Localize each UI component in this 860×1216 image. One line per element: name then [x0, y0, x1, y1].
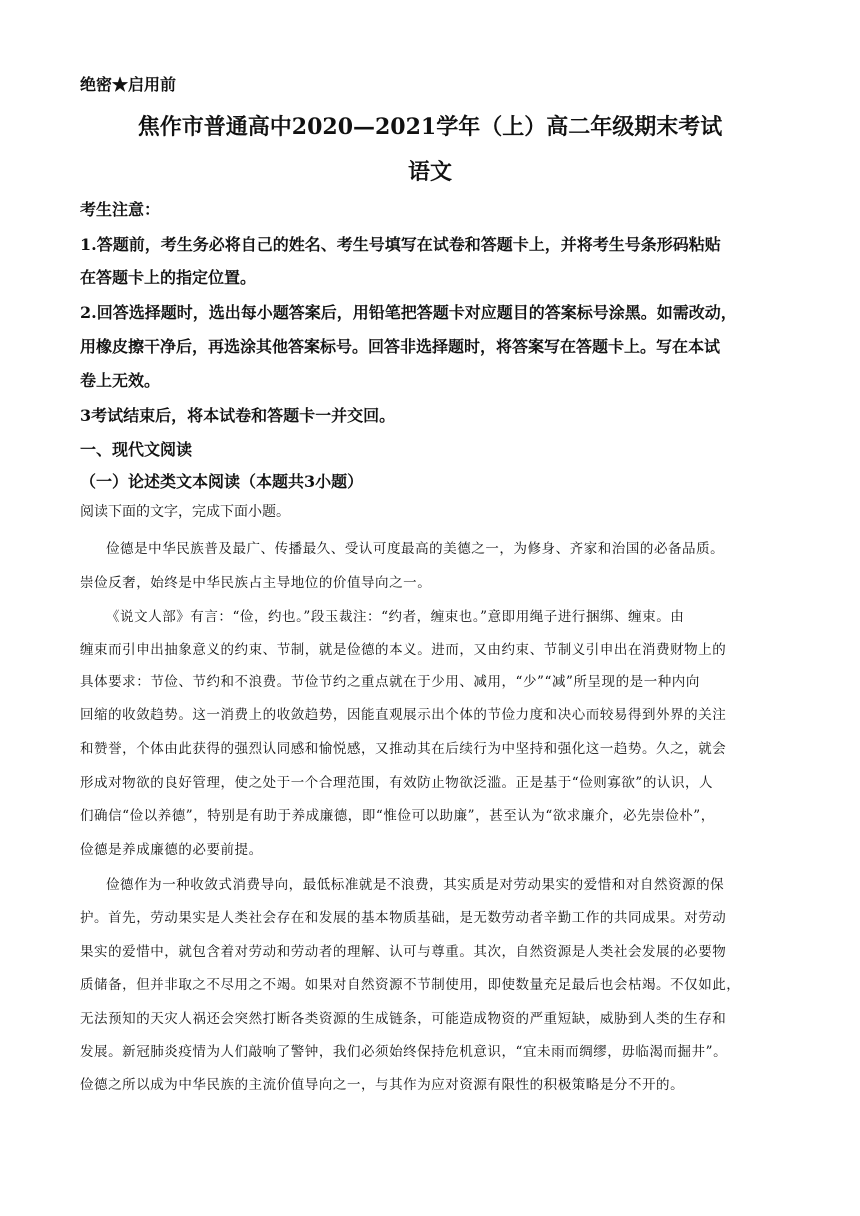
notice-line: 1.答题前，考生务必将自己的姓名、考生号填写在试卷和答题卡上，并将考生号条形码粘贴 [80, 235, 721, 254]
passage-line: 俭德之所以成为中华民族的主流价值导向之一，与其作为应对资源有限性的积极策略是分不开的。 [80, 1077, 685, 1093]
subsection-heading: （一）论述类文本阅读（本题共3小题） [80, 472, 364, 491]
passage-line: 《说文人部》有言：“俭，约也。”段玉裁注：“约者，缠束也。”意即用绳子进行捆绑、缠束。由 [106, 609, 685, 625]
passage-line: 发展。新冠肺炎疫情为人们敲响了警钟，我们必须始终保持危机意识，“宜未雨而绸缪，毋临渴而掘井”。 [80, 1044, 728, 1060]
passage-line: 和赞誉，个体由此获得的强烈认同感和愉悦感，又推动其在后续行为中坚持和强化这一趋势。久之，就会 [80, 741, 727, 757]
subject-title: 语文 [407, 159, 452, 185]
passage-line: 护。首先，劳动果实是人类社会存在和发展的基本物质基础，是无数劳动者辛勤工作的共同成果。对劳动 [80, 910, 727, 926]
passage-line: 们确信“俭以养德”，特别是有助于养成廉德，即“惟俭可以助廉”，甚至认为“欲求廉介，必先崇俭朴”， [80, 808, 715, 824]
passage-line: 无法预知的天灾人祸还会突然打断各类资源的生成链条，可能造成物资的严重短缺，威胁到人类的生存和 [80, 1011, 727, 1027]
notice-line: 卷上无效。 [80, 371, 161, 390]
passage-line: 缠束而引申出抽象意义的约束、节制，就是俭德的本义。进而，又由约束、节制义引申出在消费财物上的 [80, 642, 727, 658]
passage-line: 俭德作为一种收敛式消费导向，最低标准就是不浪费，其实质是对劳动果实的爱惜和对自然资源的保 [106, 877, 725, 893]
section-heading: 一、现代文阅读 [80, 440, 193, 459]
passage-line: 俭德是中华民族普及最广、传播最久、受认可度最高的美德之一，为修身、齐家和治国的必备品质。 [106, 541, 725, 557]
passage-line: 形成对物欲的良好管理，使之处于一个合理范围，有效防止物欲泛滥。正是基于“俭则寡欲”的认识，人 [80, 775, 714, 791]
notice-line: 在答题卡上的指定位置。 [80, 268, 257, 287]
passage-line: 崇俭反奢，始终是中华民族占主导地位的价值导向之一。 [80, 575, 432, 591]
confidential-mark: 绝密★启用前 [80, 75, 177, 94]
passage-line: 果实的爱惜中，就包含着对劳动和劳动者的理解、认可与尊重。其次，自然资源是人类社会发展的必要物 [80, 944, 727, 960]
passage-line: 俭德是养成廉德的必要前提。 [80, 842, 263, 858]
notice-heading: 考生注意： [80, 200, 161, 219]
passage-line: 具体要求：节俭、节约和不浪费。节俭节约之重点就在于少用、减用，“少”“减”所呈现的是一种内向 [80, 674, 700, 690]
notice-line: 用橡皮擦干净后，再选涂其他答案标号。回答非选择题时，将答案写在答题卡上。写在本试 [80, 337, 721, 356]
notice-line: 3考试结束后，将本试卷和答题卡一并交回。 [80, 406, 396, 425]
exam-title: 焦作市普通高中2020—2021学年（上）高二年级期末考试 [137, 114, 723, 140]
reading-instruction: 阅读下面的文字，完成下面小题。 [80, 504, 290, 520]
passage-line: 质储备，但并非取之不尽用之不竭。如果对自然资源不节制使用，即使数量充足最后也会枯竭。不仅如此， [80, 977, 741, 993]
notice-line: 2.回答选择题时，选出每小题答案后，用铅笔把答题卡对应题目的答案标号涂黑。如需改动， [80, 303, 737, 322]
passage-line: 回缩的收敛趋势。这一消费上的收敛趋势，因能直观展示出个体的节俭力度和决心而较易得到外界的关注 [80, 707, 727, 723]
